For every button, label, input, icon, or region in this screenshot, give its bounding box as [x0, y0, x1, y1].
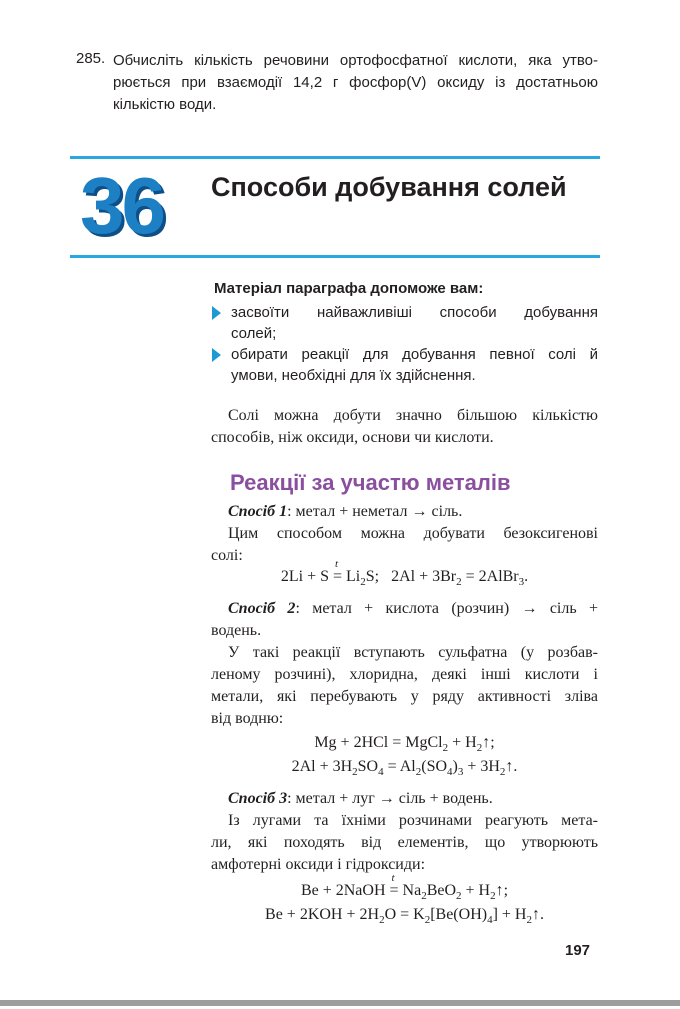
goal-item-line: умови, необхідні для їх здійснення. [231, 367, 476, 384]
goals-title: Матеріал параграфа допоможе вам: [214, 280, 484, 297]
goal-item-line: солей; [231, 325, 277, 342]
method-2-desc: метали, які перебувають у ряду активності зліва [211, 688, 598, 705]
exercise-text-line: Обчисліть кількість речовини ортофосфатної кислоти, яка утво- [113, 52, 598, 69]
heat-mark: t [334, 558, 339, 570]
method-3-text: : метал + луг → сіль + водень. [287, 790, 493, 807]
equation-1: 2Li + S = t $Li_2S$; $2Al + 3Br_2$ = 2AlBr$_3$. [280, 558, 529, 589]
method-2-line [228, 598, 598, 620]
intro-line: Солі можна добути значно більшою кількістю [228, 407, 598, 424]
method-1-line [228, 501, 598, 523]
bullet-arrow-icon [212, 348, 221, 362]
method-2-desc: леному розчині), хлоридна, деякі інші кислоти і [211, 666, 598, 683]
heading-bottom-rule [70, 255, 600, 258]
section-title: Способи добування солей [211, 172, 567, 202]
equation-3: $2Al + 3H_2SO_4 = Al_2(SO_4)_3$ + $3H_2↑$. [291, 758, 518, 779]
method-1-label: Спосіб 1 [228, 503, 288, 520]
method-2-line: водень. [211, 622, 262, 639]
bottom-divider [0, 1000, 680, 1006]
equation-5: $Be + 2KOH + 2H_2O = K_2[Be(OH)_4]$ + $H_2↑$. [265, 906, 544, 927]
heat-mark: t [391, 872, 395, 884]
method-2-desc: від водню: [211, 710, 284, 727]
method-3-label: Спосіб 3 [228, 790, 288, 807]
page-number: 197 [565, 942, 591, 959]
subsection-title: Реакції за участю металів [230, 470, 511, 495]
method-2-desc: У такі реакції вступають сульфатна (у розбав- [228, 644, 598, 661]
exercise-text-line: рюється при взаємодії 14,2 г фосфор(V) оксиду із достатньою [113, 74, 598, 91]
method-2-text: : метал + кислота (розчин) → сіль + [295, 600, 598, 617]
method-3-line [228, 788, 598, 810]
equation-4: Be + 2NaOH = t $Na_2BeO_2$ + $H_2↑$; [300, 872, 509, 903]
method-3-desc: ли, які походять від елементів, що утворюють [211, 834, 598, 851]
method-1-desc: Цим способом можна добувати безоксигенові [228, 525, 598, 542]
heading-top-rule [70, 156, 600, 159]
bullet-arrow-icon [212, 306, 221, 320]
method-3-desc: Із лугами та їхніми розчинами реагують мета- [228, 812, 598, 829]
exercise-number: 285. [76, 50, 106, 67]
goal-item-line: обирати реакції для добування певної солі й [231, 346, 598, 363]
section-number: 36 [80, 161, 163, 250]
method-1-desc: солі: [211, 547, 243, 564]
method-2-label: Спосіб 2 [228, 600, 296, 617]
equation-2: Mg + 2HCl = MgCl$_2$ + $H_2↑$; [314, 734, 495, 755]
method-1-text: : метал + неметал → сіль. [287, 503, 463, 520]
exercise-text-line: кількістю води. [113, 96, 217, 113]
method-3-desc: амфотерні оксиди і гідроксиди: [211, 856, 426, 873]
goal-item-line: засвоїти найважливіші способи добування [231, 304, 598, 321]
intro-line: способів, ніж оксиди, основи чи кислоти. [211, 429, 494, 446]
